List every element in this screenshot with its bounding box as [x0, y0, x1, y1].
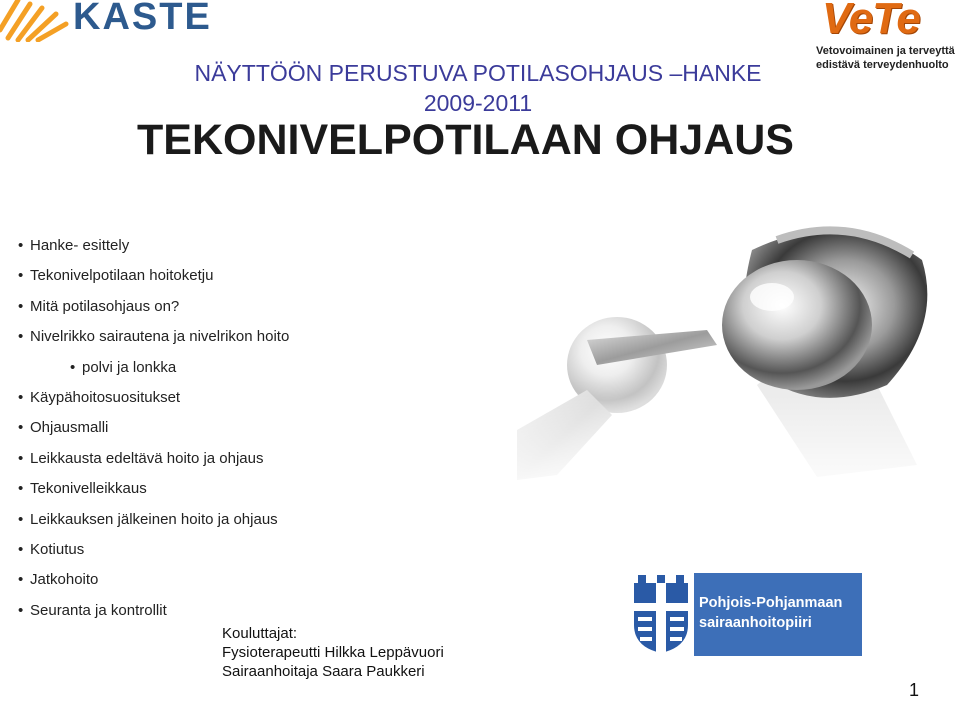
agenda-item-text: Seuranta ja kontrollit: [30, 601, 167, 619]
agenda-item-text: Leikkauksen jälkeinen hoito ja ohjaus: [30, 510, 278, 528]
agenda-item: [18, 236, 289, 266]
bullet-icon: •: [18, 571, 24, 589]
agenda-item: [18, 570, 289, 600]
agenda-item: [18, 418, 289, 448]
vete-logo: [812, 0, 959, 74]
agenda-item-text: Tekonivelpotilaan hoitoketju: [30, 267, 214, 285]
trainers-heading: Kouluttajat:: [222, 625, 298, 642]
agenda-item: [18, 327, 289, 357]
agenda-item-text: Hanke- esittely: [30, 237, 130, 254]
vete-logo-tagline: [816, 44, 955, 72]
bullet-icon: •: [18, 449, 24, 467]
bullet-icon: •: [18, 388, 24, 406]
agenda-item-text: Kotiutus: [30, 540, 85, 558]
hospital-district-line1: Pohjois-Pohjanmaan: [699, 595, 843, 611]
bullet-icon: •: [18, 267, 24, 285]
vete-tagline-line2: edistävä terveydenhuolto: [816, 59, 949, 71]
agenda-item: [18, 510, 289, 540]
agenda-item: [18, 479, 289, 509]
agenda-item-text: Jatkohoito: [30, 571, 99, 589]
kaste-logo: [0, 0, 210, 42]
bullet-icon: •: [18, 601, 24, 619]
agenda-item: [18, 540, 289, 570]
agenda-item-text: polvi ja lonkka: [82, 358, 177, 376]
project-subtitle-line1: NÄYTTÖÖN PERUSTUVA POTILASOHJAUS –HANKE: [194, 60, 762, 86]
vete-logo-word: VeTe: [822, 0, 920, 43]
bullet-icon: •: [18, 510, 24, 528]
bullet-icon: •: [18, 480, 24, 498]
agenda-item: [18, 297, 289, 327]
agenda-item: [18, 449, 289, 479]
page-title: TEKONIVELPOTILAAN OHJAUS: [137, 116, 794, 164]
trainer-2: Sairaanhoitaja Saara Paukkeri: [222, 663, 425, 680]
hip-prosthesis-image: [517, 215, 953, 485]
agenda-item-text: Mitä potilasohjaus on?: [30, 297, 180, 315]
agenda-item: [18, 266, 289, 296]
project-subtitle-line2: 2009-2011: [423, 90, 533, 116]
agenda-item-text: Leikkausta edeltävä hoito ja ohjaus: [30, 449, 264, 467]
agenda-item: [18, 358, 289, 388]
agenda-item-text: Nivelrikko sairautena ja nivelrikon hoito: [30, 328, 290, 346]
bullet-icon: •: [18, 540, 24, 558]
agenda-item-text: Tekonivelleikkaus: [30, 480, 147, 498]
kaste-sunburst-icon: [0, 0, 72, 42]
bullet-icon: •: [18, 297, 24, 315]
bullet-icon: •: [70, 358, 76, 376]
agenda-item: [18, 388, 289, 418]
agenda-item-text: Käypähoitosuositukset: [30, 388, 181, 406]
hospital-district-line2: sairaanhoitopiiri: [699, 615, 812, 631]
agenda-item-text: Ohjausmalli: [30, 419, 109, 437]
project-subtitle: [138, 58, 818, 118]
kaste-logo-text: KASTE: [73, 0, 212, 38]
coat-of-arms-icon: [628, 573, 694, 656]
bullet-icon: •: [18, 237, 24, 254]
hospital-district-name: [699, 593, 842, 633]
bullet-icon: •: [18, 328, 24, 346]
page-number: 1: [909, 680, 920, 700]
hospital-district-logo: [628, 573, 862, 656]
vete-tagline-line1: Vetovoimainen ja terveyttä: [816, 45, 955, 57]
bullet-icon: •: [18, 419, 24, 437]
trainers-block: [222, 624, 444, 681]
trainer-1: Fysioterapeutti Hilkka Leppävuori: [222, 644, 444, 661]
agenda-list: [18, 236, 289, 631]
